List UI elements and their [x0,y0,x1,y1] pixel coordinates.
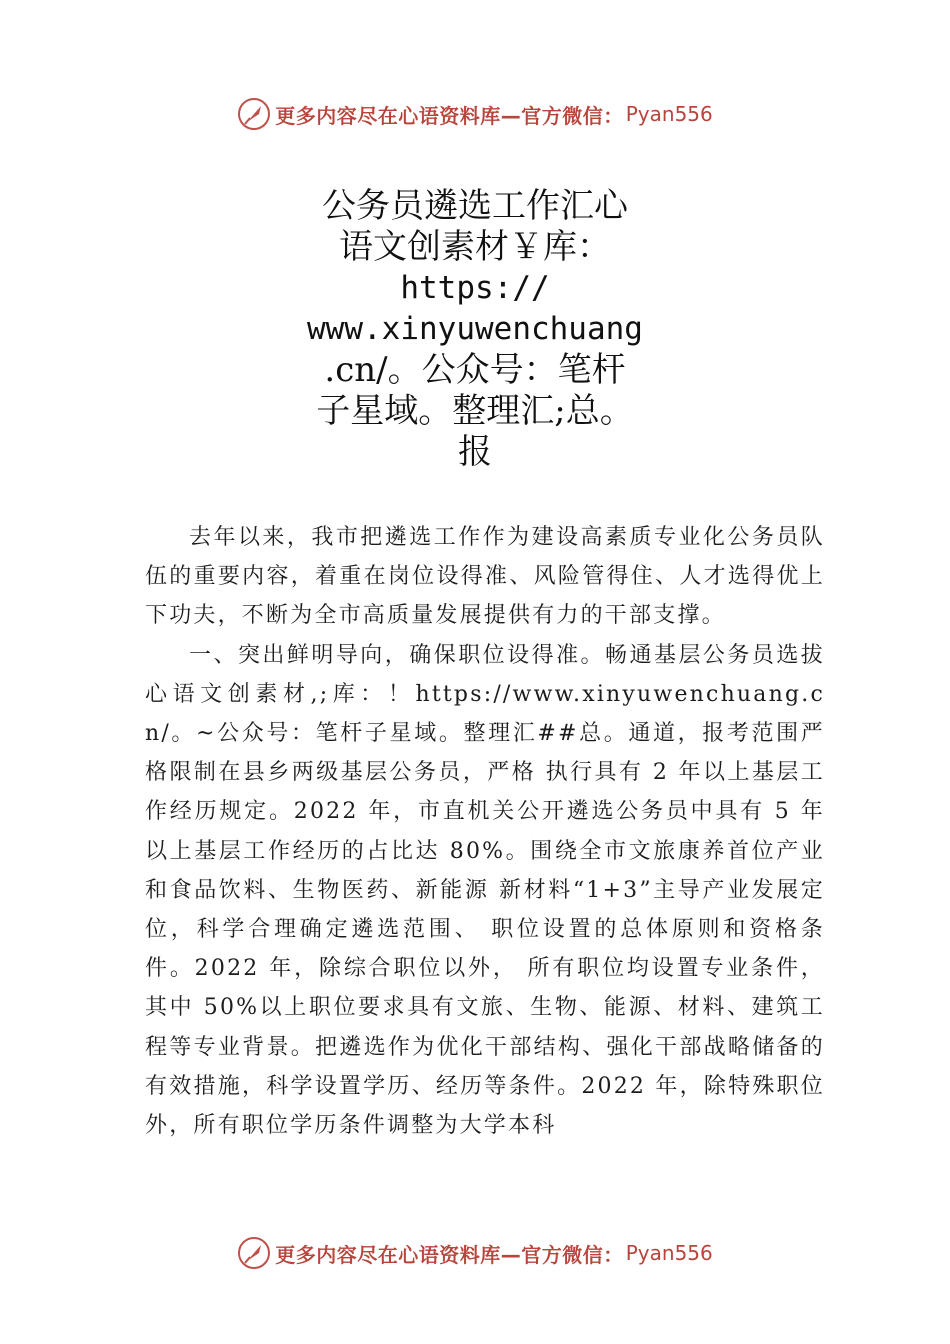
title-line: 语文创素材￥库： [339,227,611,267]
title-line: 公务员遴选工作汇心 [322,186,628,226]
header-watermark-banner [0,92,950,136]
document-title [300,186,650,473]
body-paragraph: 去年以来，我市把遴选工作作为建设高素质专业化公务员队伍的重要内容，着重在岗位设得准、风险管得住、人才选得优上下功夫，不断为全市高质量发展提供有力的干部支撑。 [145,525,825,629]
title-line: 报 [458,432,492,472]
title-line: 子星域。整理汇;总。 [316,391,634,431]
title-line: https:// [400,270,550,306]
title-line: www.xinyuwenchuang [307,311,643,347]
feather-pen-logo-icon [237,97,271,131]
watermark-wechat-id: Pyan556 [625,1241,713,1265]
watermark-text: 更多内容尽在心语资料库—官方微信： [275,1242,624,1267]
watermark-wechat-id: Pyan556 [625,102,713,126]
title-line: .cn/。公众号：笔杆 [324,350,626,390]
body-paragraph: 一、突出鲜明导向，确保职位设得准。畅通基层公务员选拔心语文创素材,;库：！https://www.xinyuwenchuang.cn/。~公众号：笔杆子星域。整理汇##总。通道，报考范围严格限制在县乡两级基层公务员，严格 执行具有 2 年以上基层工作经历规定。2022 年，市直机关公开遴选公务员中具有 5 年以上基层工作经历的占比达 80%。围绕全市文旅康养首位产业和食品饮料、生物医药、新能源 新材料“1+3”主导产业发展定位，科学合理确定遴选范围、 职位设置的总体原则和资格条件。2022 年，除综合职位以外， 所有职位均设置专业条件，其中 50%以上职位要求具有文旅、生物、能源、材料、建筑工程等专业背景。把遴选作为优化干部结构、强化干部战略储备的有效措施，科学设置学历、经历等条件。2022 年，除特殊职位外，所有职位学历条件调整为大学本科 [145,642,825,1139]
feather-pen-logo-icon [237,1236,271,1270]
document-body [145,518,825,1145]
footer-watermark-banner [0,1231,950,1275]
watermark-text: 更多内容尽在心语资料库—官方微信： [275,103,624,128]
